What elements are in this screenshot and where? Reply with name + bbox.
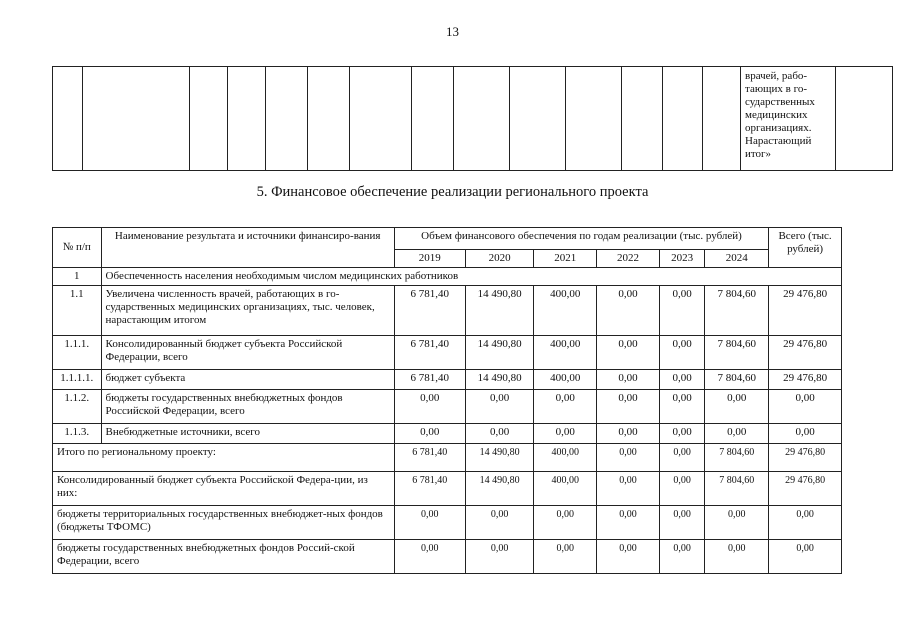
empty-cell xyxy=(266,67,308,171)
value-cell: 0,00 xyxy=(394,390,465,424)
value-cell: 0,00 xyxy=(597,336,660,370)
row-name: Обеспеченность населения необходимым числом медицинских работников xyxy=(101,268,841,286)
empty-cell xyxy=(308,67,350,171)
empty-cell xyxy=(663,67,703,171)
summary-name: Консолидированный бюджет субъекта Российской Федера-ции, из них: xyxy=(53,472,395,506)
empty-cell xyxy=(836,67,893,171)
row-name: Увеличена численность врачей, работающих в го-сударственных медицинских организациях, тыс. человек, нарастающим итогом xyxy=(101,286,394,336)
value-cell: 0,00 xyxy=(659,336,705,370)
empty-cell xyxy=(228,67,266,171)
text-line: тающих в го- xyxy=(745,83,807,95)
header-volume: Объем финансового обеспечения по годам реализации (тыс. рублей) xyxy=(394,228,768,250)
empty-cell xyxy=(510,67,566,171)
empty-cell xyxy=(622,67,663,171)
row-name: Внебюджетные источники, всего xyxy=(101,424,394,444)
value-cell: 6 781,40 xyxy=(394,444,465,472)
continued-indicator-text xyxy=(741,67,836,171)
value-cell: 0,00 xyxy=(465,424,534,444)
value-cell: 400,00 xyxy=(534,336,597,370)
table-row xyxy=(53,370,842,390)
row-name: Консолидированный бюджет субъекта Российской Федерации, всего xyxy=(101,336,394,370)
value-cell: 0,00 xyxy=(394,540,465,574)
text-line: Нарастающий xyxy=(745,135,812,147)
value-cell: 14 490,80 xyxy=(465,336,534,370)
value-cell: 7 804,60 xyxy=(705,370,769,390)
value-cell: 0,00 xyxy=(705,506,769,540)
summary-row xyxy=(53,444,842,472)
value-cell: 0,00 xyxy=(597,286,660,336)
value-cell: 6 781,40 xyxy=(394,370,465,390)
value-cell: 6 781,40 xyxy=(394,472,465,506)
text-line: сударственных xyxy=(745,96,815,108)
summary-name: Итого по региональному проекту: xyxy=(53,444,395,472)
text-line: медицинских xyxy=(745,109,808,121)
value-cell: 14 490,80 xyxy=(465,472,534,506)
value-cell: 6 781,40 xyxy=(394,336,465,370)
summary-name: бюджеты государственных внебюджетных фондов Россий-ской Федерации, всего xyxy=(53,540,395,574)
total-cell: 0,00 xyxy=(769,506,842,540)
financing-table xyxy=(52,227,842,574)
previous-table-continuation xyxy=(52,66,893,171)
value-cell: 0,00 xyxy=(465,540,534,574)
value-cell: 7 804,60 xyxy=(705,444,769,472)
value-cell: 0,00 xyxy=(705,540,769,574)
empty-cell xyxy=(703,67,741,171)
value-cell: 0,00 xyxy=(659,472,705,506)
value-cell: 0,00 xyxy=(659,286,705,336)
value-cell: 0,00 xyxy=(597,472,660,506)
value-cell: 0,00 xyxy=(659,506,705,540)
header-year: 2023 xyxy=(659,250,705,268)
empty-cell xyxy=(190,67,228,171)
value-cell: 6 781,40 xyxy=(394,286,465,336)
header-year: 2019 xyxy=(394,250,465,268)
row-num: 1.1.2. xyxy=(53,390,102,424)
value-cell: 0,00 xyxy=(659,370,705,390)
value-cell: 0,00 xyxy=(597,444,660,472)
value-cell: 0,00 xyxy=(534,506,597,540)
value-cell: 0,00 xyxy=(597,390,660,424)
header-year: 2024 xyxy=(705,250,769,268)
value-cell: 0,00 xyxy=(705,424,769,444)
header-year: 2022 xyxy=(597,250,660,268)
total-cell: 0,00 xyxy=(769,390,842,424)
empty-cell xyxy=(53,67,83,171)
row-num: 1 xyxy=(53,268,102,286)
value-cell: 0,00 xyxy=(534,390,597,424)
row-name: бюджет субъекта xyxy=(101,370,394,390)
value-cell: 0,00 xyxy=(705,390,769,424)
row-num: 1.1.3. xyxy=(53,424,102,444)
value-cell: 14 490,80 xyxy=(465,370,534,390)
summary-row xyxy=(53,472,842,506)
value-cell: 0,00 xyxy=(659,390,705,424)
text-line: врачей, рабо- xyxy=(745,70,808,82)
value-cell: 0,00 xyxy=(394,424,465,444)
empty-cell xyxy=(412,67,454,171)
row-num: 1.1.1. xyxy=(53,336,102,370)
text-line: организациях. xyxy=(745,122,812,134)
value-cell: 0,00 xyxy=(534,424,597,444)
header-year: 2020 xyxy=(465,250,534,268)
total-cell: 29 476,80 xyxy=(769,444,842,472)
table-row xyxy=(53,286,842,336)
value-cell: 7 804,60 xyxy=(705,286,769,336)
section-title: 5. Финансовое обеспечение реализации регионального проекта xyxy=(256,184,649,200)
total-cell: 29 476,80 xyxy=(769,286,842,336)
summary-row xyxy=(53,540,842,574)
total-cell: 29 476,80 xyxy=(769,370,842,390)
value-cell: 400,00 xyxy=(534,286,597,336)
value-cell: 400,00 xyxy=(534,472,597,506)
value-cell: 14 490,80 xyxy=(465,286,534,336)
text-line: итог» xyxy=(745,148,772,160)
value-cell: 0,00 xyxy=(465,390,534,424)
value-cell: 0,00 xyxy=(659,540,705,574)
section-row xyxy=(53,268,842,286)
total-cell: 29 476,80 xyxy=(769,336,842,370)
value-cell: 0,00 xyxy=(597,424,660,444)
value-cell: 7 804,60 xyxy=(705,336,769,370)
value-cell: 0,00 xyxy=(597,370,660,390)
value-cell: 0,00 xyxy=(597,506,660,540)
value-cell: 0,00 xyxy=(659,424,705,444)
header-total: Всего (тыс. рублей) xyxy=(769,228,842,268)
total-cell: 0,00 xyxy=(769,424,842,444)
value-cell: 0,00 xyxy=(597,540,660,574)
empty-cell xyxy=(566,67,622,171)
total-cell: 29 476,80 xyxy=(769,472,842,506)
total-cell: 0,00 xyxy=(769,540,842,574)
empty-cell xyxy=(454,67,510,171)
row-name: бюджеты государственных внебюджетных фондов Российской Федерации, всего xyxy=(101,390,394,424)
value-cell: 0,00 xyxy=(534,540,597,574)
value-cell: 14 490,80 xyxy=(465,444,534,472)
table-row xyxy=(53,390,842,424)
empty-cell xyxy=(350,67,412,171)
empty-cell xyxy=(83,67,190,171)
summary-row xyxy=(53,506,842,540)
value-cell: 0,00 xyxy=(659,444,705,472)
summary-name: бюджеты территориальных государственных внебюджет-ных фондов (бюджеты ТФОМС) xyxy=(53,506,395,540)
value-cell: 0,00 xyxy=(465,506,534,540)
header-num: № п/п xyxy=(53,228,102,268)
table-row xyxy=(53,424,842,444)
value-cell: 400,00 xyxy=(534,444,597,472)
value-cell: 7 804,60 xyxy=(705,472,769,506)
value-cell: 400,00 xyxy=(534,370,597,390)
page-number: 13 xyxy=(446,24,459,39)
header-name: Наименование результата и источники финансиро-вания xyxy=(101,228,394,268)
row-num: 1.1.1.1. xyxy=(53,370,102,390)
table-row xyxy=(53,336,842,370)
row-num: 1.1 xyxy=(53,286,102,336)
header-year: 2021 xyxy=(534,250,597,268)
value-cell: 0,00 xyxy=(394,506,465,540)
